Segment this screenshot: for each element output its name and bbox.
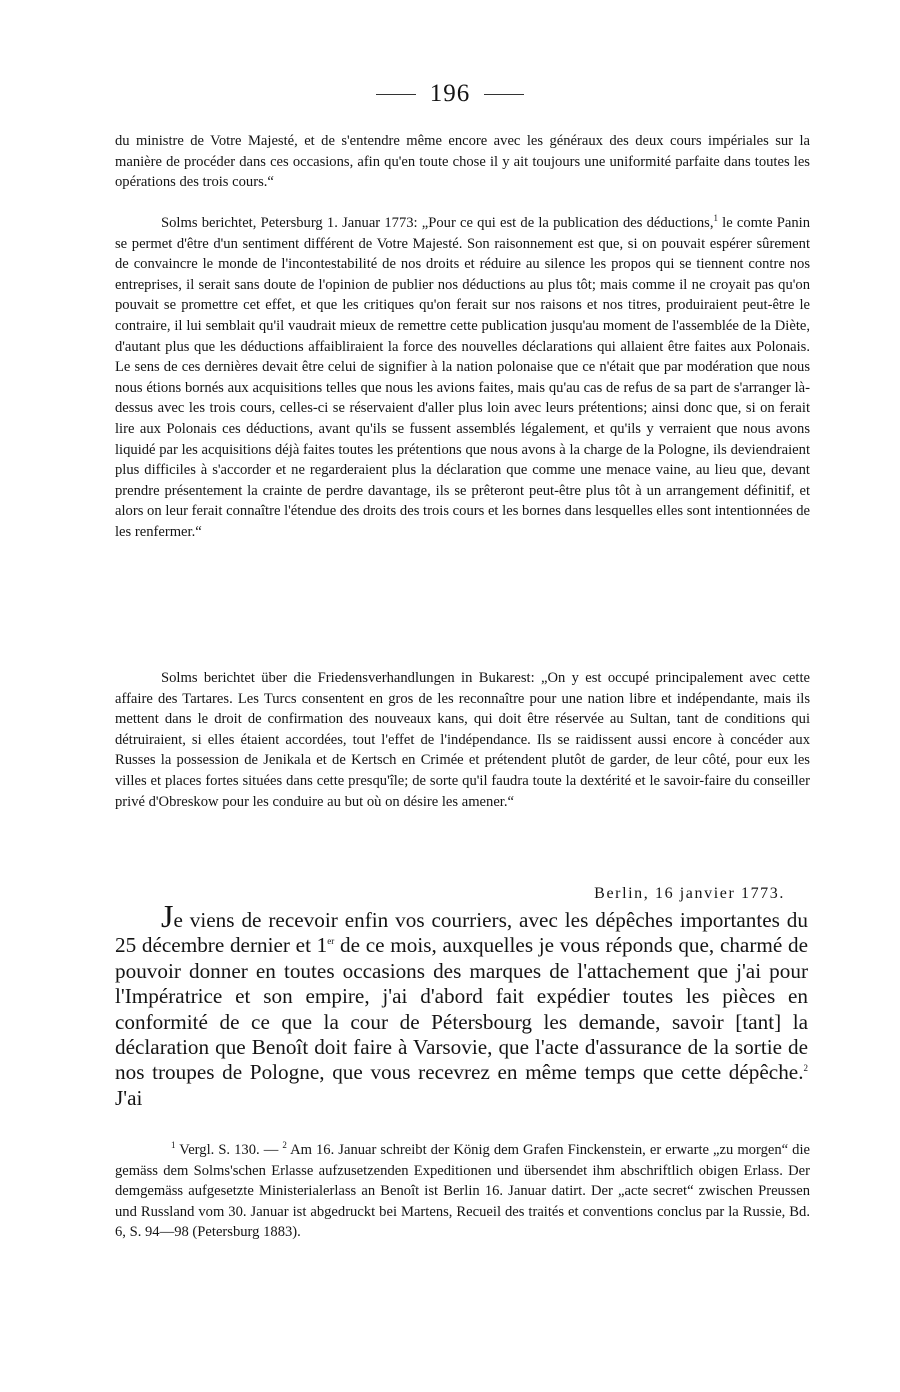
footnote-1-text: Vergl. S. 130. — bbox=[175, 1142, 283, 1158]
report-continuation-text: du ministre de Votre Majesté, et de s'entendre même encore avec les généraux des deux cours impériales sur la manière de procéder dans ces occasions, afin qu'en toute chose il y ait toujours une uniformité parfaite dans toutes les opérations des trois cours.“ bbox=[115, 133, 810, 191]
page-number: 196 bbox=[429, 80, 471, 107]
letter-text-middle: de ce mois, auxquelles je vous réponds que, charmé de pouvoir donner en toutes occasions des marques de l'attachement que j'ai pour l'Impératrice et son empire, j'ai d'abord fait expédier toutes les pièces en conformité de ce que la cour de Pétersbourg les demande, savoir [tant] la déclaration que Benoît doit faire à Varsovie, que l'acte d'assurance de la sortie de nos troupes de Pologne, que vous recevrez en même temps que cette dépêche. bbox=[115, 933, 808, 1085]
letter-text-start: e viens de recevoir enfin vos courriers, avec les dépêches importantes du 25 décembre dernier et 1 bbox=[115, 908, 808, 958]
letter-superscript: er bbox=[327, 936, 335, 947]
report-solms-bukarest-text: Solms berichtet über die Friedensverhandlungen in Bukarest: „On y est occupé principalement avec cette affaire des Tartares. Les Turcs consentent en gros de les reconnaître pour une nation libre et indépendante, mais ils mettent dans le droit de confirmation des nouveaux kans, qui doit être réservée au Sultan, tant de conditions qui détruiraient, si elles étaient accordées, tout l'effet de l'indépendance. Ils se raidissent aussi encore à concéder aux Russes la possession de Jenikala et de Kertsch en Crimée et prétendent plutôt de garder, de leur côté, pour eux les villes et places fortes situées dans cette presqu'île; de sorte qu'il faudra toute la dextérité et le savoir-faire du conseiller privé d'Obreskow pour les conduire au but où on désire les amener.“ bbox=[115, 670, 810, 810]
report-text-before-note: Solms berichtet, Petersburg 1. Januar 1773: „Pour ce qui est de la publication des déductions, bbox=[161, 215, 714, 231]
footnote-ref-1: 1 bbox=[713, 213, 718, 224]
header-rule-left bbox=[376, 94, 416, 95]
letter-text-end: J'ai bbox=[115, 1085, 143, 1110]
report-solms-bukarest bbox=[115, 668, 810, 812]
letter-initial: J bbox=[161, 898, 174, 934]
report-continuation bbox=[115, 131, 810, 193]
report-text-after-note: le comte Panin se permet d'être d'un sentiment différent de Votre Majesté. Son raisonnement est que, si on pouvait espérer sûrement de convaincre le monde de l'incontestabilité de nos droits et réduire au silence les propos qui se tiennent contre nos entreprises, il serait sans doute de l'opinion de publier nos déductions au plus tôt; mais comme il ne croyait pas qu'on pouvait se promettre cet effet, et que les critiques qu'on ferait sur nos raisons et nos titres, produiraient peut-être le contraire, il lui semblait qu'il vaudrait mieux de remettre cette publication jusqu'au moment de l'assemblée de la Diète, d'autant plus que les déductions affaibliraient la force des nouvelles déclarations qui allaient être faites aux Polonais. Le sens de ces dernières devait être celui de signifier à la nation polonaise que ce n'était que par modération que nous nous étions bornés aux acquisitions telles que nous les avions faites, mais qu'au cas de refus de sa part de s'arranger là-dessus avec les trois cours, celles-ci se réservaient d'aller plus loin avec leurs prétentions; ainsi donc que, si on ferait lire aux Polonais ces déductions, avant qu'ils se fussent assemblés légalement, et qu'ils y verraient que nous avons liquidé par les acquisitions déjà faites toutes les prétentions que nous avons à la charge de la Pologne, ils deviendraient plus difficiles à s'accorder et ne regarderaient plus la déclaration que comme une menace vaine, au lieu que, devant prendre présentement la crainte de perdre davantage, ils se prêteront peut-être plus tôt à un arrangement définitif, et alors on leur ferait connaître l'étendue des droits des trois cours et les bornes dans lesquelles elles sont intentionnées de les renfermer.“ bbox=[115, 215, 810, 540]
header-rule-right bbox=[484, 94, 524, 95]
footnotes bbox=[115, 1140, 810, 1243]
letter-body bbox=[115, 898, 808, 1111]
letter-dateline: Berlin, 16 janvier 1773. bbox=[594, 885, 785, 902]
page-header bbox=[0, 80, 900, 108]
footnote-marker-1: 1 bbox=[171, 1140, 176, 1151]
report-solms-publication-text bbox=[115, 213, 810, 543]
letter-paragraph bbox=[115, 898, 808, 1111]
report-solms-publication bbox=[115, 213, 810, 543]
footnote-2-text: Am 16. Januar schreibt der König dem Grafen Finckenstein, er erwarte „zu morgen“ die gemäss dem Solms'schen Erlasse aufzusetzenden Expeditionen und übersendet ihm abschriftlich obigen Erlass. Der demgemäss aufgesetzte Ministerialerlass an Benoît ist Berlin 16. Januar datirt. Der „acte secret“ zwischen Preussen und Russland vom 30. Januar ist abgedruckt bei Martens, Recueil des traités et conventions conclus par la Russie, Bd. 6, S. 94—98 (Petersburg 1883). bbox=[115, 1142, 810, 1241]
footnote-ref-2: 2 bbox=[803, 1063, 808, 1074]
footnote-text bbox=[115, 1140, 810, 1243]
footnote-marker-2: 2 bbox=[282, 1140, 287, 1151]
